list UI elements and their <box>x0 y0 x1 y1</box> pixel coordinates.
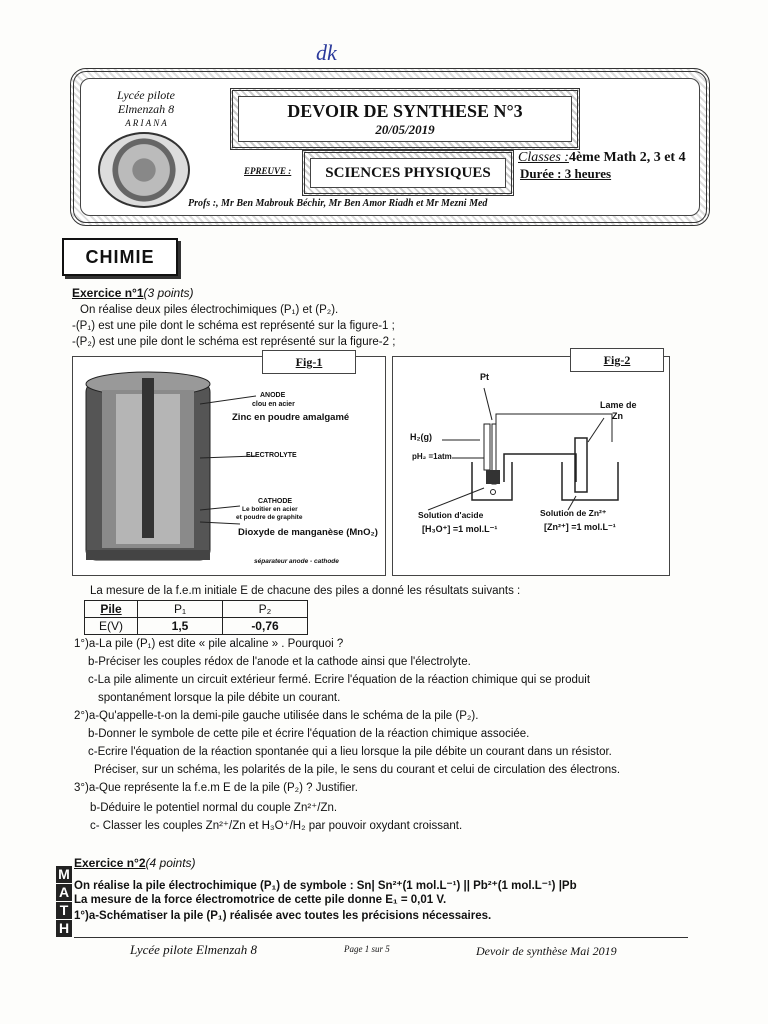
question-3b: b-Déduire le potentiel normal du couple Zn²⁺/Zn. <box>90 802 338 814</box>
fig-1-separator-label: séparateur anode - cathode <box>254 558 339 565</box>
fig-1-cathode-sub-2: et poudre de graphite <box>236 514 303 521</box>
subject-name: SCIENCES PHYSIQUES <box>325 165 491 181</box>
ex2-line-1: On réalise la pile électrochimique (P₁) de symbole : Sn| Sn²⁺(1 mol.L⁻¹) || Pb²⁺(1 mol.L⁻¹) |Pb <box>74 880 577 892</box>
title-box <box>230 88 580 150</box>
fig-2-zn-label: Zn <box>612 411 623 421</box>
side-tab-letter: H <box>56 920 72 937</box>
exercise-1-points: (3 points) <box>143 286 194 300</box>
exercise-2-title: Exercice n°2 <box>74 856 146 870</box>
fig-1-cathode-sub-1: Le boîtier en acier <box>242 506 298 513</box>
school-line-3: A R I A N A <box>125 118 167 128</box>
table-header-pile: Pile <box>85 601 138 618</box>
footer-exam: Devoir de synthèse Mai 2019 <box>476 944 617 958</box>
pt-plate <box>486 470 500 484</box>
fig-1-anode-sub: clou en acier <box>252 401 295 408</box>
subject-box <box>302 150 514 196</box>
footer-rule <box>74 937 688 938</box>
footer-page: Page 1 sur 5 <box>344 944 390 954</box>
classes-value: 4ème Math 2, 3 et 4 <box>568 150 686 165</box>
fig-2-zn-concentration: [Zn²⁺] =1 mol.L⁻¹ <box>544 522 616 532</box>
leader-mno2 <box>200 522 240 524</box>
results-intro: La mesure de la f.e.m initiale E de chacune des piles a donné les résultats suivants : <box>90 585 521 597</box>
table-header-p1: P₁ <box>138 601 223 618</box>
exam-title: DEVOIR DE SYNTHESE N°3 <box>287 101 523 121</box>
fig-2-ph2-label: pH₂ =1atm <box>412 452 452 461</box>
ex2-line-2: La mesure de la force électromotrice de cette pile donne E₁ = 0,01 V. <box>74 894 447 906</box>
section-title-box <box>62 238 178 276</box>
fig-2-label-box <box>570 348 664 372</box>
epreuve-label: EPREUVE : <box>244 166 292 176</box>
fig-2-zn-solution-label: Solution de Zn²⁺ <box>540 508 607 518</box>
question-1a: 1°)a-La pile (P₁) est dite « pile alcaline » . Pourquoi ? <box>74 638 344 650</box>
gas-bubble <box>491 490 496 495</box>
exercise-2-points: (4 points) <box>145 856 196 870</box>
fig-1-anode-label: ANODE <box>260 392 286 399</box>
table-row <box>85 601 308 618</box>
classes-label: Classes : <box>518 150 569 165</box>
connecting-wire <box>496 414 612 442</box>
side-tab-letter: A <box>56 884 72 901</box>
ex2-line-3: 1°)a-Schématiser la pile (P₁) réalisée avec toutes les précisions nécessaires. <box>74 910 492 922</box>
section-title: CHIMIE <box>85 247 155 267</box>
fig-2-acid-label: Solution d'acide <box>418 510 484 520</box>
fig-1-electrolyte-label: ELECTROLYTE <box>246 452 297 459</box>
school-name <box>96 88 196 130</box>
question-3c: c- Classer les couples Zn²⁺/Zn et H₃O⁺/H₂ par pouvoir oxydant croissant. <box>90 820 463 832</box>
leader-cathode <box>200 506 240 510</box>
question-2c: c-Ecrire l'équation de la réaction spontanée qui a lieu lorsque la pile débite un courant dans un résistor. <box>88 746 612 758</box>
fig-2-label: Fig-2 <box>603 353 631 367</box>
teachers: Profs :, Mr Ben Mabrouk Béchir, Mr Ben Amor Riadh et Mr Mezni Med <box>188 198 488 209</box>
question-1c-cont: spontanément lorsque la pile débite un courant. <box>98 692 341 704</box>
exercise-1-heading <box>72 286 194 300</box>
table-row <box>85 618 308 635</box>
table-cell-p1: 1,5 <box>138 618 223 635</box>
ex1-intro-1: On réalise deux piles électrochimiques (P₁) et (P₂). <box>80 304 339 316</box>
duration: Durée : 3 heures <box>520 166 612 181</box>
fig-2-acid-concentration: [H₃O⁺] =1 mol.L⁻¹ <box>422 524 498 534</box>
salt-bridge <box>504 454 576 482</box>
beaker-right <box>562 462 618 500</box>
fig-1-label-box <box>262 350 356 374</box>
fig-1-mno2-label: Dioxyde de manganèse (MnO₂) <box>238 527 378 538</box>
question-1c: c-La pile alimente un circuit extérieur fermé. Ecrire l'équation de la réaction chimique qui se produit <box>88 674 591 686</box>
exercise-2-heading <box>74 856 196 870</box>
school-line-2: Elmenzah 8 <box>117 102 175 116</box>
math-side-tab <box>56 866 72 938</box>
ex1-intro-2: -(P₁) est une pile dont le schéma est représenté sur la figure-1 ; <box>72 320 395 332</box>
zinc-leader <box>588 418 604 442</box>
fig-1-zinc-label: Zinc en poudre amalgamé <box>232 412 350 423</box>
table-row-label: E(V) <box>85 618 138 635</box>
question-2b: b-Donner le symbole de cette pile et écrire l'équation de la réaction chimique associée. <box>88 728 530 740</box>
exercise-1-title: Exercice n°1 <box>72 286 144 300</box>
fig-2-lame-label: Lame de <box>600 400 637 410</box>
gas-tube <box>484 424 490 470</box>
cell-bottom <box>86 550 210 560</box>
school-seal-logo <box>98 132 190 208</box>
fig-1-cathode-label: CATHODE <box>258 498 293 505</box>
question-2a: 2°)a-Qu'appelle-t-on la demi-pile gauche utilisée dans le schéma de la pile (P₂). <box>74 710 479 722</box>
footer-school: Lycée pilote Elmenzah 8 <box>130 942 258 957</box>
acid-leader <box>428 488 484 510</box>
handwritten-mark: dk <box>316 40 337 65</box>
fig-2-pt-label: Pt <box>480 372 489 382</box>
results-table <box>84 600 308 635</box>
table-header-p2: P₂ <box>223 601 308 618</box>
fig-1-label: Fig-1 <box>295 355 323 369</box>
ex1-intro-3: -(P₂) est une pile dont le schéma est représenté sur la figure-2 ; <box>72 336 396 348</box>
table-cell-p2: -0,76 <box>223 618 308 635</box>
fig-2-h2-label: H₂(g) <box>410 432 432 442</box>
leader-anode <box>200 396 256 404</box>
side-tab-letter: M <box>56 866 72 883</box>
question-1b: b-Préciser les couples rédox de l'anode et la cathode ainsi que l'électrolyte. <box>88 656 471 668</box>
classes-info <box>518 150 686 166</box>
school-line-1: Lycée pilote <box>117 88 175 102</box>
side-tab-letter: T <box>56 902 72 919</box>
exam-date: 20/05/2019 <box>375 122 435 137</box>
question-3a: 3°)a-Que représente la f.e.m E de la pile (P₂) ? Justifier. <box>74 782 358 794</box>
pt-leader <box>484 388 492 420</box>
question-2c-cont: Préciser, sur un schéma, les polarités de la pile, le sens du courant et celui de circulation des électrons. <box>94 764 621 776</box>
zinc-plate <box>575 438 587 492</box>
anode-nail <box>142 378 154 538</box>
